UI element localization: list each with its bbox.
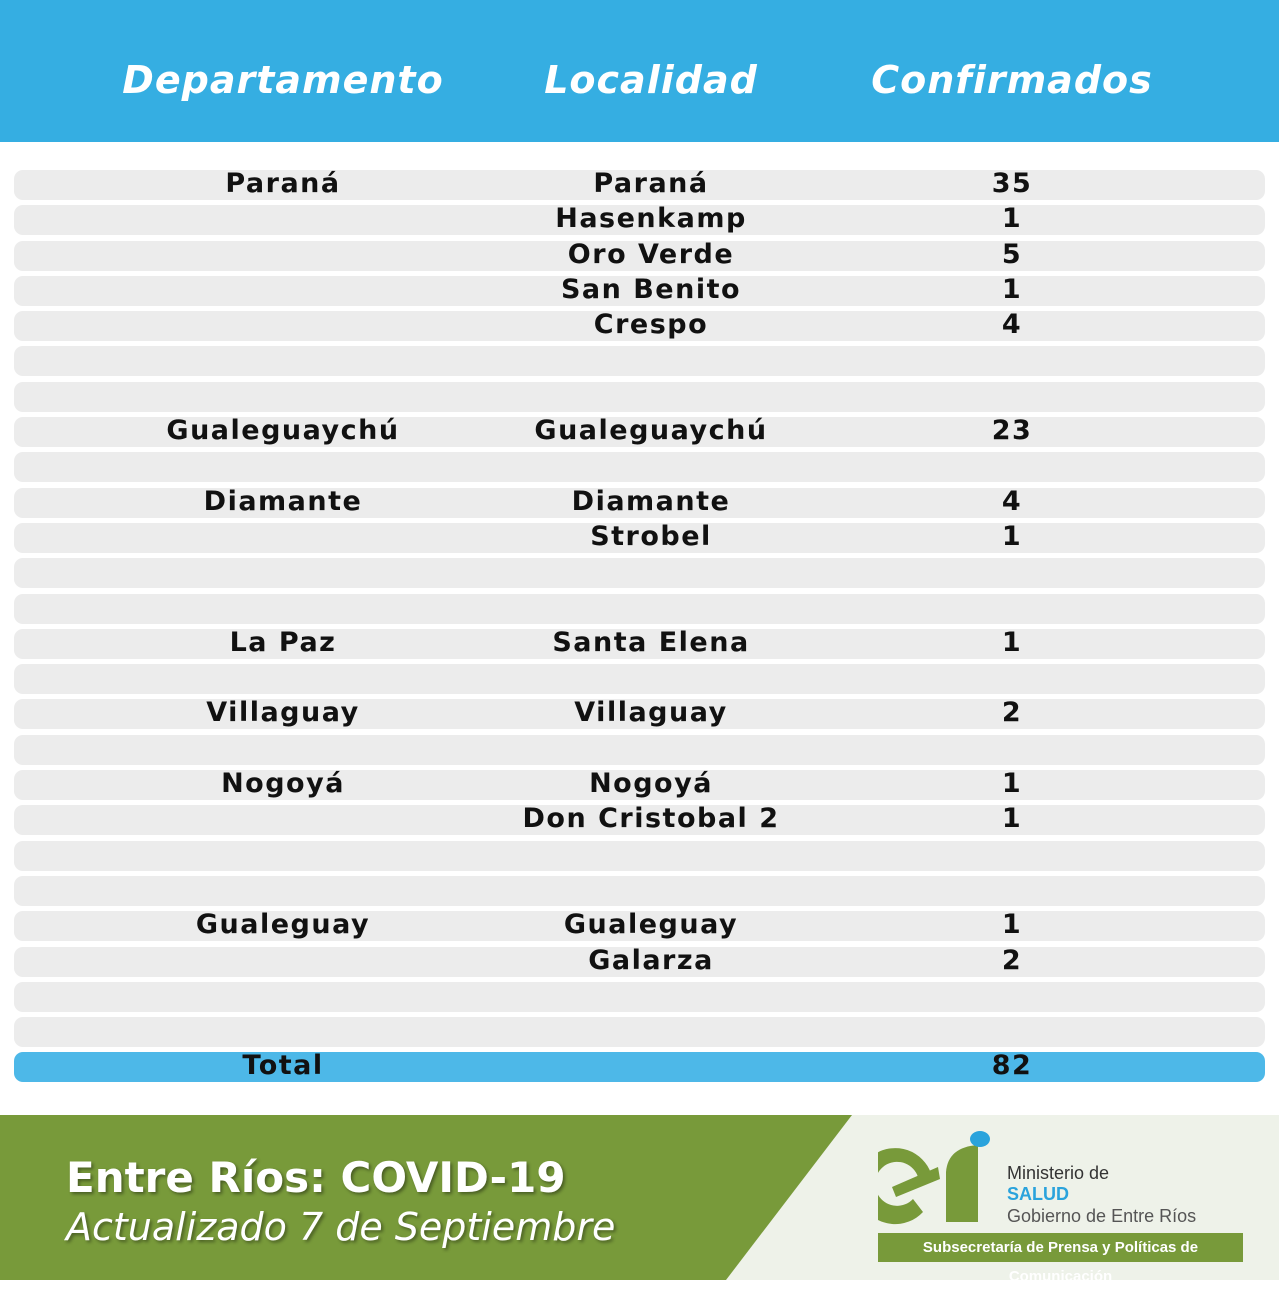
confirmados-cell: 1 bbox=[1001, 768, 1023, 800]
table-row bbox=[14, 346, 1265, 376]
total-label: Total bbox=[242, 1050, 324, 1082]
localidad-cell: Villaguay bbox=[574, 697, 728, 729]
total-value: 82 bbox=[991, 1050, 1033, 1082]
table-row bbox=[14, 841, 1265, 871]
table-row bbox=[14, 485, 1265, 518]
departamento-cell: La Paz bbox=[229, 626, 337, 658]
confirmados-cell: 1 bbox=[1001, 626, 1023, 658]
table-header bbox=[0, 0, 1279, 142]
table-row bbox=[14, 558, 1265, 588]
table-row bbox=[14, 205, 1265, 235]
localidad-cell: Hasenkamp bbox=[555, 203, 747, 235]
localidad-cell: Gualeguay bbox=[563, 909, 739, 941]
departamento-cell: Villaguay bbox=[206, 697, 360, 729]
logo-salud: SALUD bbox=[1007, 1184, 1069, 1204]
departamento-cell: Gualeguay bbox=[195, 909, 371, 941]
departamento-cell: Diamante bbox=[203, 485, 363, 517]
logo-ministerio: Ministerio de bbox=[1007, 1163, 1110, 1183]
table-row bbox=[14, 417, 1265, 447]
header-confirmados: Confirmados bbox=[871, 58, 1153, 102]
localidad-cell: Paraná bbox=[593, 168, 709, 199]
total-row bbox=[14, 1052, 1265, 1082]
table-row bbox=[14, 170, 1265, 200]
er-logo-icon bbox=[878, 1127, 998, 1227]
localidad-cell: Crespo bbox=[593, 309, 709, 341]
confirmados-cell: 35 bbox=[991, 168, 1033, 199]
confirmados-cell: 1 bbox=[1001, 203, 1023, 235]
localidad-cell: San Benito bbox=[560, 273, 742, 305]
confirmados-cell: 1 bbox=[1001, 803, 1023, 835]
table-row bbox=[14, 911, 1265, 941]
confirmados-cell: 1 bbox=[1001, 520, 1023, 552]
confirmados-cell: 4 bbox=[1001, 309, 1023, 341]
departamento-cell: Paraná bbox=[225, 168, 341, 199]
table-row bbox=[14, 520, 1265, 553]
footer bbox=[0, 1115, 1279, 1285]
table-row bbox=[14, 982, 1265, 1012]
localidad-cell: Oro Verde bbox=[567, 238, 735, 270]
table-row bbox=[14, 594, 1265, 624]
logo-gobierno: Gobierno de Entre Ríos bbox=[1007, 1206, 1197, 1226]
confirmados-cell: 2 bbox=[1001, 944, 1023, 976]
table-row bbox=[14, 238, 1265, 271]
table-row bbox=[14, 626, 1265, 659]
table-row bbox=[14, 311, 1265, 341]
departamento-cell: Nogoyá bbox=[221, 768, 345, 800]
header-localidad: Localidad bbox=[544, 58, 758, 102]
table-row bbox=[14, 699, 1265, 729]
confirmados-cell: 4 bbox=[1001, 485, 1023, 517]
table-body bbox=[14, 170, 1265, 1088]
table-row bbox=[14, 735, 1265, 765]
localidad-cell: Santa Elena bbox=[552, 626, 750, 658]
localidad-cell: Don Cristobal 2 bbox=[522, 803, 780, 835]
localidad-cell: Gualeguaychú bbox=[534, 415, 768, 447]
logo-banner: Subsecretaría de Prensa y Políticas de Comunicación bbox=[878, 1233, 1243, 1262]
localidad-cell: Nogoyá bbox=[589, 768, 713, 800]
confirmados-cell: 5 bbox=[1001, 238, 1023, 270]
confirmados-cell: 2 bbox=[1001, 697, 1023, 729]
table-row bbox=[14, 770, 1265, 800]
table-row bbox=[14, 805, 1265, 835]
localidad-cell: Galarza bbox=[588, 944, 714, 976]
table-row bbox=[14, 382, 1265, 412]
footer-title: Entre Ríos: COVID-19 bbox=[66, 1153, 566, 1202]
confirmados-cell: 1 bbox=[1001, 909, 1023, 941]
confirmados-cell: 23 bbox=[991, 415, 1033, 447]
table-row bbox=[14, 876, 1265, 906]
confirmados-cell: 1 bbox=[1001, 273, 1023, 305]
table-row bbox=[14, 452, 1265, 482]
localidad-cell: Strobel bbox=[590, 520, 712, 552]
departamento-cell: Gualeguaychú bbox=[166, 415, 400, 447]
header-departamento: Departamento bbox=[122, 58, 444, 102]
localidad-cell: Diamante bbox=[571, 485, 731, 517]
table-row bbox=[14, 273, 1265, 306]
table-row bbox=[14, 1017, 1265, 1047]
table-row bbox=[14, 664, 1265, 694]
table-row bbox=[14, 944, 1265, 977]
footer-subtitle: Actualizado 7 de Septiembre bbox=[66, 1205, 616, 1249]
